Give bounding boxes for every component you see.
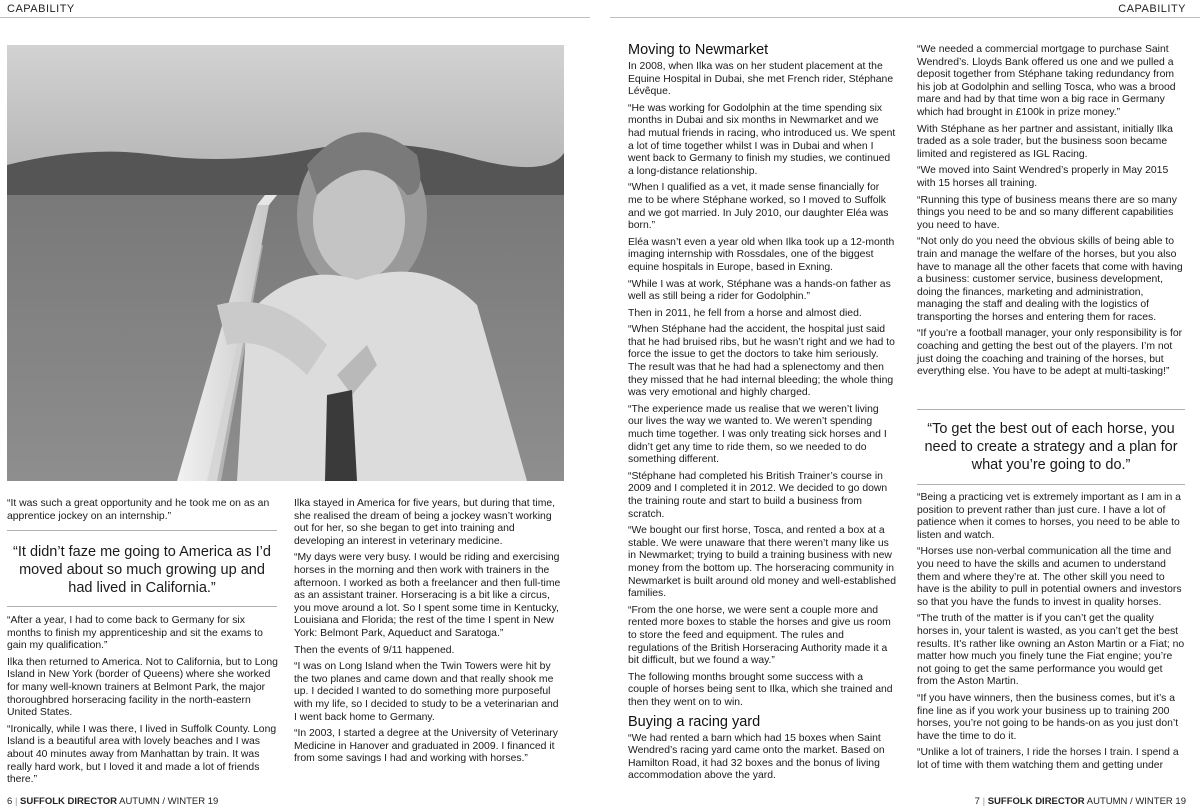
col4-top-paragraph-2: “We moved into Saint Wendred’s properly in May 2015 with 15 horses all training. (917, 165, 1169, 189)
col4-bottom-paragraph-3: “If you have winners, then the business comes, but it’s a fine line as if you work your business up to training 200 horses, you’re not going to be hands-on as you just don’t have the time to do it. (917, 692, 1179, 742)
portrait-photo (7, 45, 564, 481)
col3-paragraph-5: Then in 2011, he fell from a horse and almost died. (628, 307, 862, 319)
col4-bottom (917, 492, 1185, 776)
quote-rule-bottom-left (7, 606, 277, 607)
col1-top-paragraph-0: “It was such a great opportunity and he took me on as an apprentice jockey on an internship.” (7, 498, 270, 522)
footer-right: 7 | SUFFOLK DIRECTOR AUTUMN / WINTER 19 (974, 796, 1186, 807)
col3-paragraph-12: “We had rented a barn which had 15 boxes when Saint Wendred’s racing yard came onto the market. Based on Hamilton Road, it had 32 boxes and the bonus of living accommodation above the yard. (628, 732, 885, 782)
col1-bottom-paragraph-0: “After a year, I had to come back to Germany for six months to finish my apprenticeship and sit the exams to gain my qualification.” (7, 615, 263, 652)
footer-left-magazine: SUFFOLK DIRECTOR (20, 796, 117, 807)
heading-buying-a-racing-yard: Buying a racing yard (628, 713, 761, 730)
col3-paragraph-8: “Stéphane had completed his British Trainer’s course in 2009 and I completed it in 2012. We decided to go down the training route and start to build a business from scratch. (628, 470, 888, 520)
col4-bottom-paragraph-4: “Unlike a lot of trainers, I ride the horses I train. I spend a lot of time with them watching them and getting under (917, 747, 1179, 771)
col1-bottom-paragraph-2: “Ironically, while I was there, I lived in Suffolk County. Long Island is a beautiful area with lovely beaches and I was about 40 minutes away from Manhattan by train. It was really hard work, but I loved it and made a lot of friends there.” (7, 723, 277, 786)
col4-top-paragraph-5: “If you’re a football manager, your only responsibility is for coaching and getting the best out of the players. I’m not just doing the coaching and training of the horses, but everything else. You have to be adept at multi-tasking!” (917, 328, 1183, 378)
header-rule-right (610, 17, 1200, 18)
col2-paragraph-4: “In 2003, I started a degree at the University of Veterinary Medicine in Hanover and graduated in 2009. I financed it from some savings I had and working with horses.” (294, 728, 558, 765)
footer-left: 6 | SUFFOLK DIRECTOR AUTUMN / WINTER 19 (7, 796, 219, 807)
col3-paragraph-10: “From the one horse, we were sent a couple more and rented more boxes to stable the horses and give us room to store the feed and equipment. The rules and regulations of the British Horseracing Authority made it a bit difficult, but we found a way.” (628, 604, 891, 667)
col4-top (917, 44, 1185, 383)
pull-quote-right: “To get the best out of each horse, you need to create a strategy and a plan for what you’re going to do.” (924, 421, 1178, 473)
section-label-left: CAPABILITY (7, 3, 75, 15)
quote-rule-top-left (7, 530, 277, 531)
col4-bottom-paragraph-2: “The truth of the matter is if you can’t get the quality horses in, your talent is wasted, as you can’t get the best results. It’s rather like owning an Aston Martin or a Fiat; no matter how much you finely tune the Fiat engine; you’re not going to get the same performance you would get from the Aston Martin. (917, 613, 1185, 688)
section-label-right: CAPABILITY (1118, 3, 1186, 15)
col2-paragraph-1: “My days were very busy. I would be riding and exercising horses in the morning and then work with trainers in the afternoon. I worked as both a freelancer and then full-time as an assistant trainer. Horseracing is a bit like a circus, you move around a lot. So I spent some time in Kentucky, Louisiana and Florida; the rest of the time I spent in New York: Belmont Park, Aqueduct and Saratoga.” (294, 552, 561, 639)
col1-bottom-paragraph-1: Ilka then returned to America. Not to California, but to Long Island in New York (border of Queens) where she worked for many well-known trainers at Belmont Park, the major thoroughbred horseracing facility in the north-eastern United States. (7, 656, 278, 719)
footer-right-issue: AUTUMN / WINTER 19 (1086, 796, 1186, 807)
col3-paragraph-11: The following months brought some success with a couple of horses being sent to Ilka, which she trained and then they went on to win. (628, 671, 893, 708)
col3-paragraph-2: “When I qualified as a vet, it made sense financially for me to be where Stéphane worked, so I moved to Suffolk and we got married. In July 2010, our daughter Eléa was born.” (628, 182, 889, 232)
header-rule-left (0, 17, 590, 18)
footer-right-page-number: 7 (974, 796, 980, 807)
col3-paragraph-1: “He was working for Godolphin at the time spending six months in Dubai and six months in Newmarket and we had mutual friends in racing, who introduced us. We spent a lot of time together whilst I was in Dubai and when I went back to Germany to finish my studies, we continued a long-distance relationship. (628, 102, 896, 177)
col3-paragraph-3: Eléa wasn’t even a year old when Ilka took up a 12-month imaging internship with Rossdales, one of the biggest equine hospitals in Europe, based in Exning. (628, 236, 895, 273)
col3-paragraph-9: “We bought our first horse, Tosca, and rented a box at a stable. We were unaware that there weren’t many like us in Newmarket; trying to build a training business with new money from the bottom up. The horseracing community in Newmarket is built around old money and well-established families. (628, 525, 896, 600)
col1-bottom (7, 615, 279, 791)
col4-bottom-paragraph-1: “Horses use non-verbal communication all the time and you need to have the skills and acumen to understand them and where they’re at. The other skill you need to have is the ability to pull in potential owners and investors so that you have the funds to invest in quality horses. (917, 546, 1182, 608)
col3-paragraph-6: “When Stéphane had the accident, the hospital just said that he had bruised ribs, but he wasn’t right and we had to force the issue to get the doctors to take him seriously. The result was that he had had a splenectomy and then they missed that he had internal bleeding; the whole thing was very emotional and highly charged. (628, 324, 895, 399)
col3-paragraph-7: “The experience made us realise that we weren’t living our lives the way we wanted to. We weren’t spending much time together. I was only treating sick horses and I didn’t get any time to ride them, so we needed to do something different. (628, 403, 887, 466)
footer-right-magazine: SUFFOLK DIRECTOR (987, 796, 1085, 807)
footer-left-issue: AUTUMN / WINTER 19 (119, 796, 219, 807)
col2-paragraph-0: Ilka stayed in America for five years, but during that time, she realised the dream of being a jockey wasn’t working out for her, so she began to get into training and developing an interest in veterinary medicine. (294, 498, 556, 547)
col2 (294, 498, 564, 770)
footer-left-page-number: 6 (7, 796, 13, 807)
col4-top-paragraph-0: “We needed a commercial mortgage to purchase Saint Wendred’s. Lloyds Bank offered us one and we pulled a deposit together from Stéphane taking redundancy from his job at Godolphin and selling Tosca, who was a brood mare and had by that time won a big race in Germany which had brought in £100k in prize money.” (917, 44, 1176, 118)
pull-quote-left: “It didn’t faze me going to America as I’d moved about so much growing up and had lived in California.” (13, 544, 271, 596)
col4-top-paragraph-4: “Not only do you need the obvious skills of being able to train and manage the welfare of the horses, but you also have to manage all the other facets that come with having a business: customer service, business development, doing the finances, marketing and administration, managing the staff and dealing with the logistics of transporting the horses and entering them for races. (917, 236, 1183, 323)
col2-paragraph-2: Then the events of 9/11 happened. (294, 644, 455, 656)
heading-moving-to-newmarket: Moving to Newmarket (628, 42, 769, 58)
quote-rule-top-right (917, 409, 1185, 410)
col2-paragraph-3: “I was on Long Island when the Twin Towers were hit by the two planes and came down and that really shook me up. I decided I wanted to do something more purposeful with my life, so I decided to study to be a veterinarian and I went back home to Germany. (294, 661, 559, 723)
col3-paragraph-4: “While I was at work, Stéphane was a hands-on father as well as still being a rider for Godolphin.” (628, 278, 891, 303)
col3 (628, 42, 896, 787)
col3-paragraph-0: In 2008, when Ilka was on her student placement at the Equine Hospital in Dubai, she met French rider, Stéphane Lévêque. (628, 61, 894, 98)
col1-top (7, 498, 279, 527)
col4-bottom-paragraph-0: “Being a practicing vet is extremely important as I am in a position to prevent rather than just cure. I have a lot of patience when it comes to horses, you need to be able to listen and watch. (917, 492, 1181, 541)
col4-top-paragraph-3: “Running this type of business means there are so many things you need to be and so many different capabilities you need to have. (917, 194, 1177, 231)
col4-top-paragraph-1: With Stéphane as her partner and assistant, initially Ilka traded as a sole trader, but the business soon became limited and registered as IGL Racing. (917, 123, 1173, 160)
quote-rule-bottom-right (917, 484, 1185, 485)
portrait-photo-icon (7, 45, 564, 481)
